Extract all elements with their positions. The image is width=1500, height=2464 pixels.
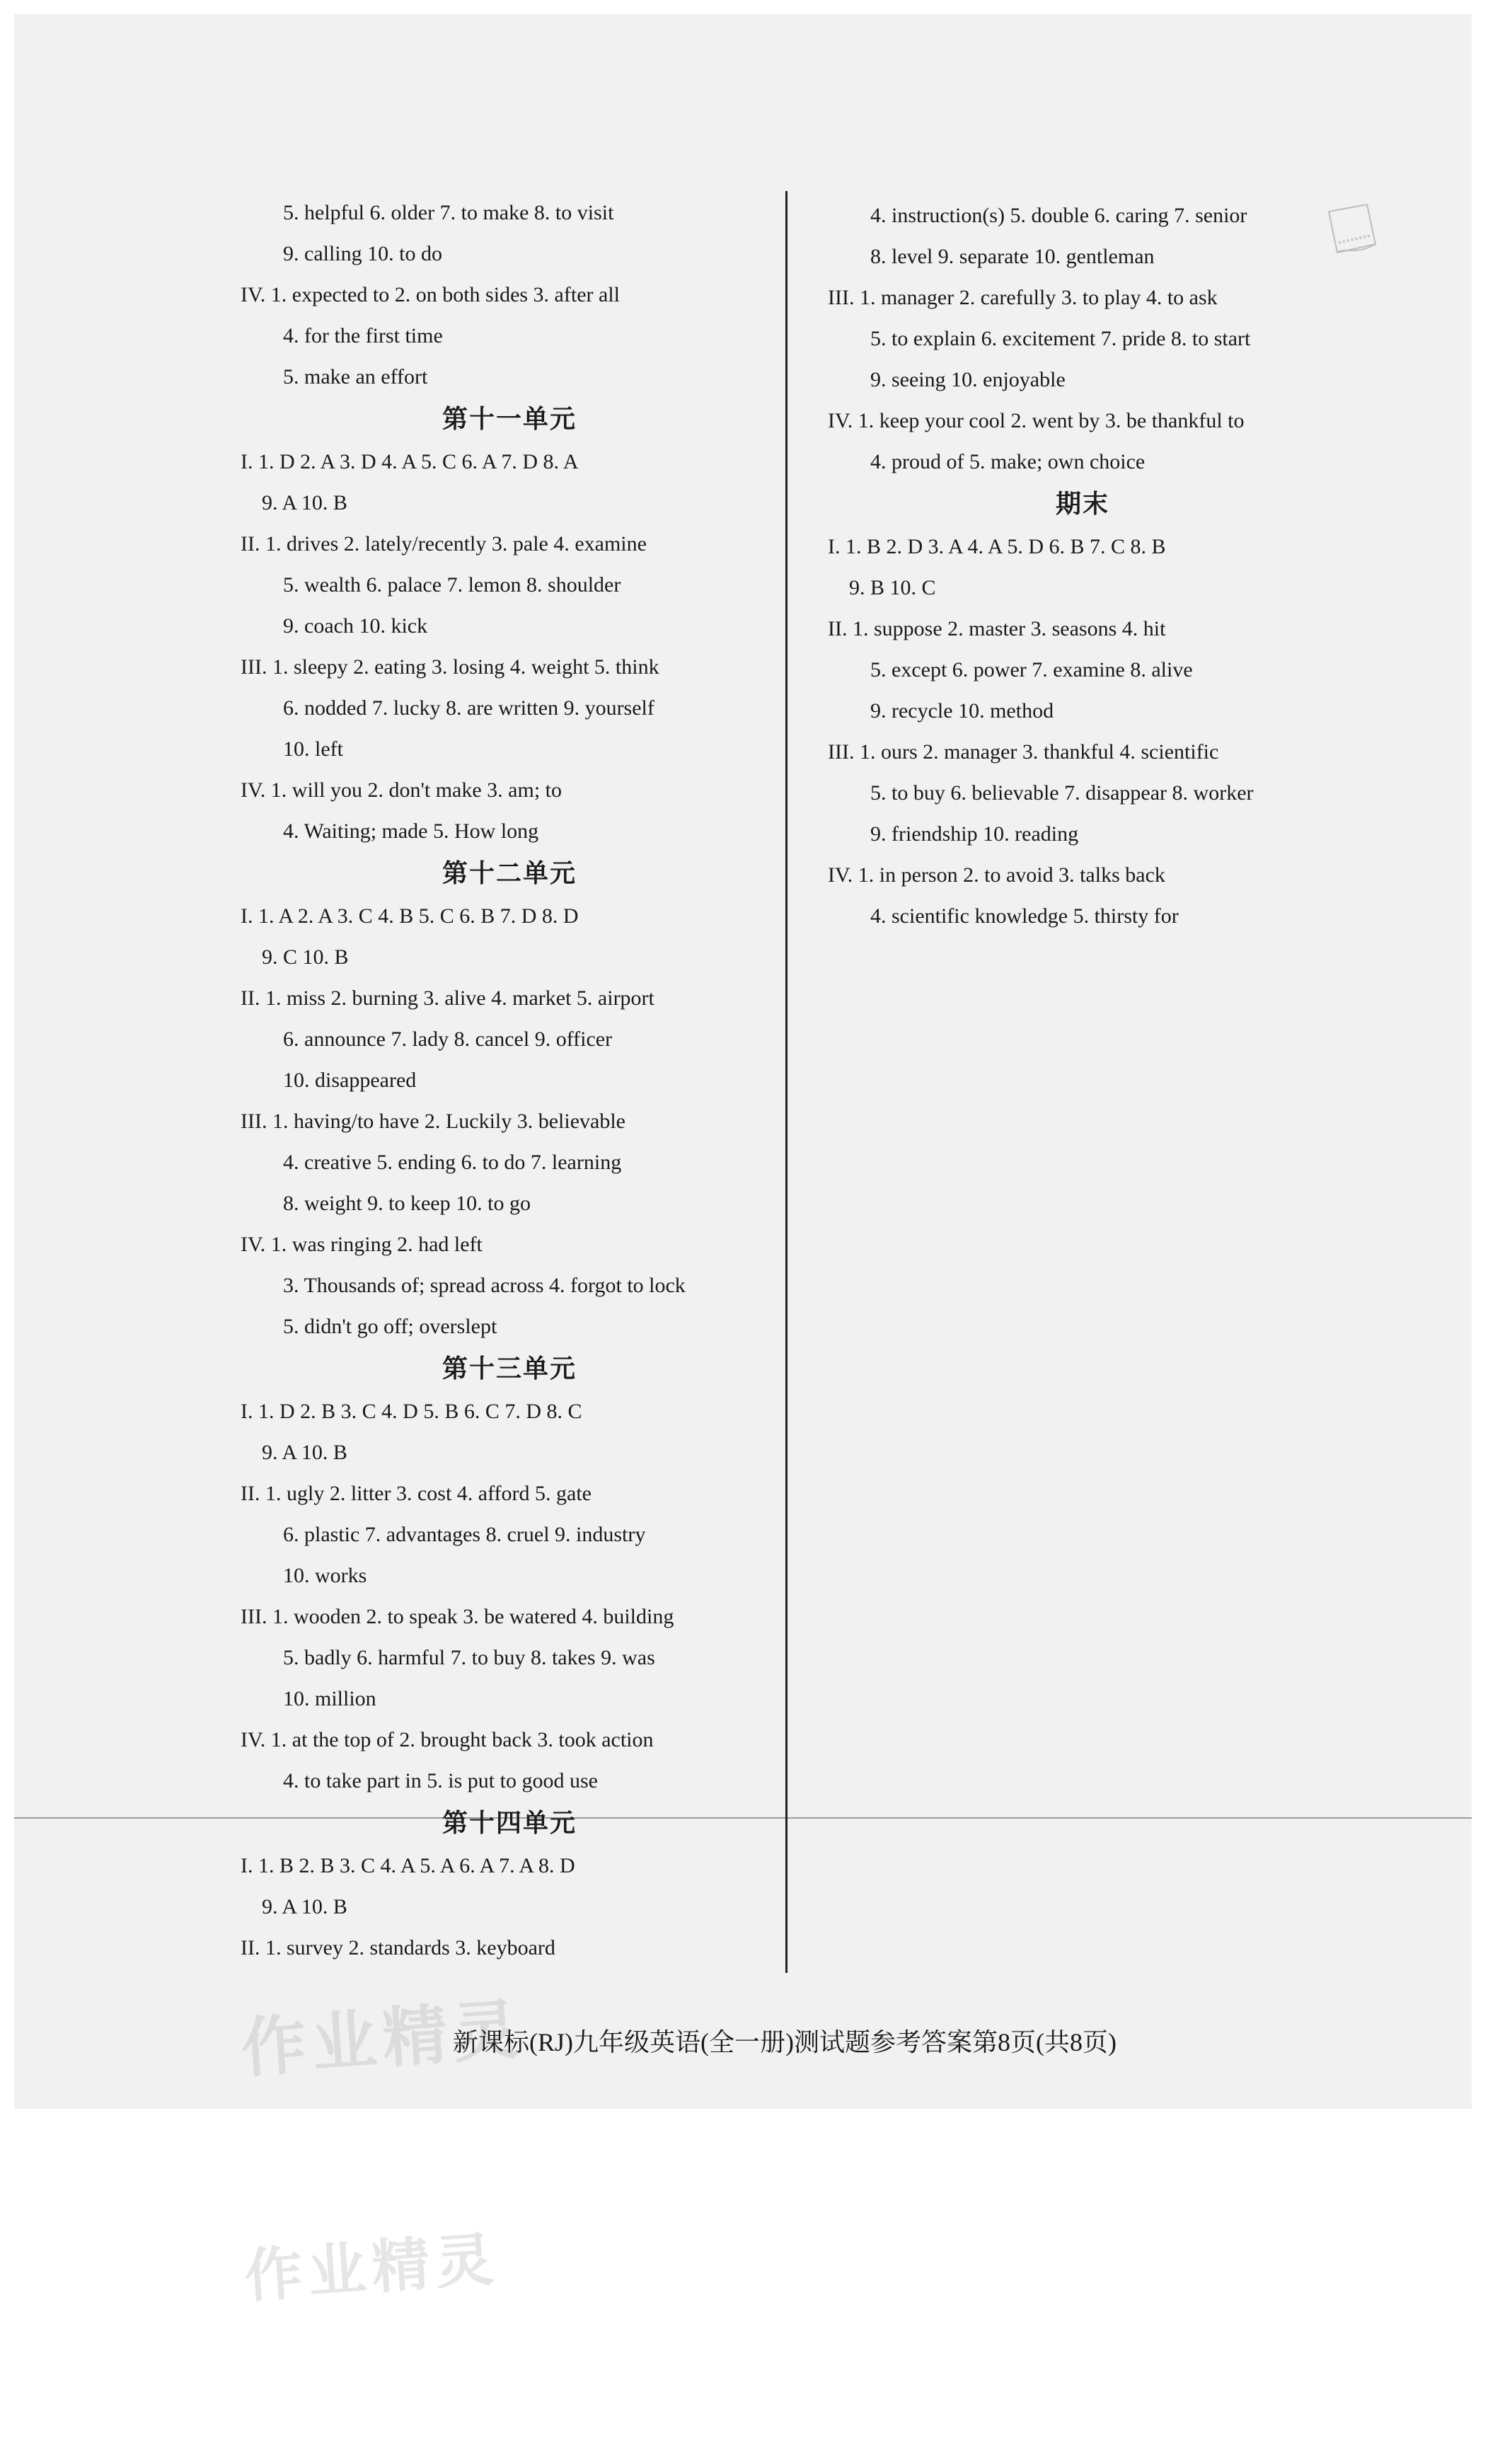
answer-line: 5. didn't go off; overslept [283, 1315, 497, 1338]
answer-line: 5. badly 6. harmful 7. to buy 8. takes 9. was [283, 1646, 655, 1669]
answer-line: IV. 1. in person 2. to avoid 3. talks back [828, 863, 1165, 887]
answer-line: I. 1. B 2. B 3. C 4. A 5. A 6. A 7. A 8. D [241, 1854, 575, 1877]
answer-line: I. 1. B 2. D 3. A 4. A 5. D 6. B 7. C 8. B [828, 535, 1166, 558]
answer-line: 4. proud of 5. make; own choice [870, 450, 1146, 473]
answer-line: III. 1. sleepy 2. eating 3. losing 4. weight 5. think [241, 655, 659, 679]
answer-line: II. 1. ugly 2. litter 3. cost 4. afford 5. gate [241, 1482, 592, 1505]
answer-line: 6. plastic 7. advantages 8. cruel 9. industry [283, 1523, 646, 1546]
answer-line: 4. for the first time [283, 324, 443, 347]
answer-line: IV. 1. at the top of 2. brought back 3. took action [241, 1728, 654, 1751]
answer-line: 4. Waiting; made 5. How long [283, 819, 539, 843]
right-column [828, 195, 1337, 937]
answer-line: 9. B 10. C [849, 576, 936, 599]
answer-line: 10. million [283, 1687, 376, 1710]
answer-line: 9. recycle 10. method [870, 699, 1054, 722]
answer-line: 4. scientific knowledge 5. thirsty for [870, 904, 1179, 928]
section-heading: 第十三单元 [442, 1354, 577, 1383]
watermark-logo-faint: 作业精灵 [242, 2226, 502, 2311]
answer-line: 9. A 10. B [262, 491, 347, 514]
answer-line: IV. 1. keep your cool 2. went by 3. be thankful to [828, 409, 1245, 432]
section-heading: 期末 [1055, 490, 1109, 519]
answer-line: 10. left [283, 737, 343, 761]
page-footer: 新课标(RJ)九年级英语(全一册)测试题参考答案第8页(共8页) [453, 2028, 1117, 2056]
section-heading: 第十二单元 [442, 859, 577, 888]
answer-line: I. 1. D 2. B 3. C 4. D 5. B 6. C 7. D 8. C [241, 1400, 582, 1423]
answer-line: I. 1. A 2. A 3. C 4. B 5. C 6. B 7. D 8. D [241, 904, 579, 928]
answer-line: 4. instruction(s) 5. double 6. caring 7. senior [870, 204, 1247, 227]
answer-line: 5. to explain 6. excitement 7. pride 8. to start [870, 327, 1251, 350]
watermark-logo: 作业精灵 [238, 1991, 526, 2087]
answer-line: 9. C 10. B [262, 945, 349, 969]
answer-line: 5. helpful 6. older 7. to make 8. to visit [283, 201, 614, 224]
answer-line: 10. works [283, 1564, 367, 1587]
answer-line: IV. 1. will you 2. don't make 3. am; to [241, 778, 562, 802]
answer-line: II. 1. miss 2. burning 3. alive 4. market 5. airport [241, 986, 654, 1010]
answer-line: 9. A 10. B [262, 1441, 347, 1464]
answer-line: II. 1. survey 2. standards 3. keyboard [241, 1936, 555, 1959]
answer-line: 8. weight 9. to keep 10. to go [283, 1192, 531, 1215]
section-heading: 第十四单元 [442, 1809, 577, 1838]
answer-line: 9. A 10. B [262, 1895, 347, 1918]
answer-line: 4. to take part in 5. is put to good use [283, 1769, 598, 1792]
answer-line: 3. Thousands of; spread across 4. forgot to lock [283, 1274, 686, 1297]
answer-line: 8. level 9. separate 10. gentleman [870, 245, 1155, 268]
answer-line: IV. 1. expected to 2. on both sides 3. after all [241, 283, 620, 306]
answer-line: I. 1. D 2. A 3. D 4. A 5. C 6. A 7. D 8. A [241, 450, 579, 473]
answer-line: IV. 1. was ringing 2. had left [241, 1233, 483, 1256]
left-column [241, 192, 778, 1969]
answer-line: 9. coach 10. kick [283, 614, 428, 638]
answer-line: 5. wealth 6. palace 7. lemon 8. shoulder [283, 573, 621, 597]
answer-line: 5. to buy 6. believable 7. disappear 8. worker [870, 781, 1254, 805]
answer-line: 5. make an effort [283, 365, 428, 388]
answer-line: 9. friendship 10. reading [870, 822, 1079, 846]
answer-line: 4. creative 5. ending 6. to do 7. learning [283, 1151, 622, 1174]
answer-line: 9. calling 10. to do [283, 242, 442, 265]
answer-line: 5. except 6. power 7. examine 8. alive [870, 658, 1193, 681]
answer-line: III. 1. ours 2. manager 3. thankful 4. scientific [828, 740, 1219, 764]
answer-line: 6. announce 7. lady 8. cancel 9. officer [283, 1027, 613, 1051]
answer-line: 9. seeing 10. enjoyable [870, 368, 1066, 391]
answer-line: III. 1. having/to have 2. Luckily 3. believable [241, 1110, 625, 1133]
watermark-stamp-icon [1325, 202, 1380, 261]
answer-line: 10. disappeared [283, 1069, 417, 1092]
answer-line: II. 1. drives 2. lately/recently 3. pale 4. examine [241, 532, 647, 555]
answer-line: 6. nodded 7. lucky 8. are written 9. yourself [283, 696, 654, 720]
answer-line: III. 1. wooden 2. to speak 3. be watered 4. building [241, 1605, 674, 1628]
section-heading: 第十一单元 [442, 405, 577, 434]
answer-line: III. 1. manager 2. carefully 3. to play 4. to ask [828, 286, 1218, 309]
answer-line: II. 1. suppose 2. master 3. seasons 4. hit [828, 617, 1166, 640]
column-divider [785, 191, 788, 1973]
